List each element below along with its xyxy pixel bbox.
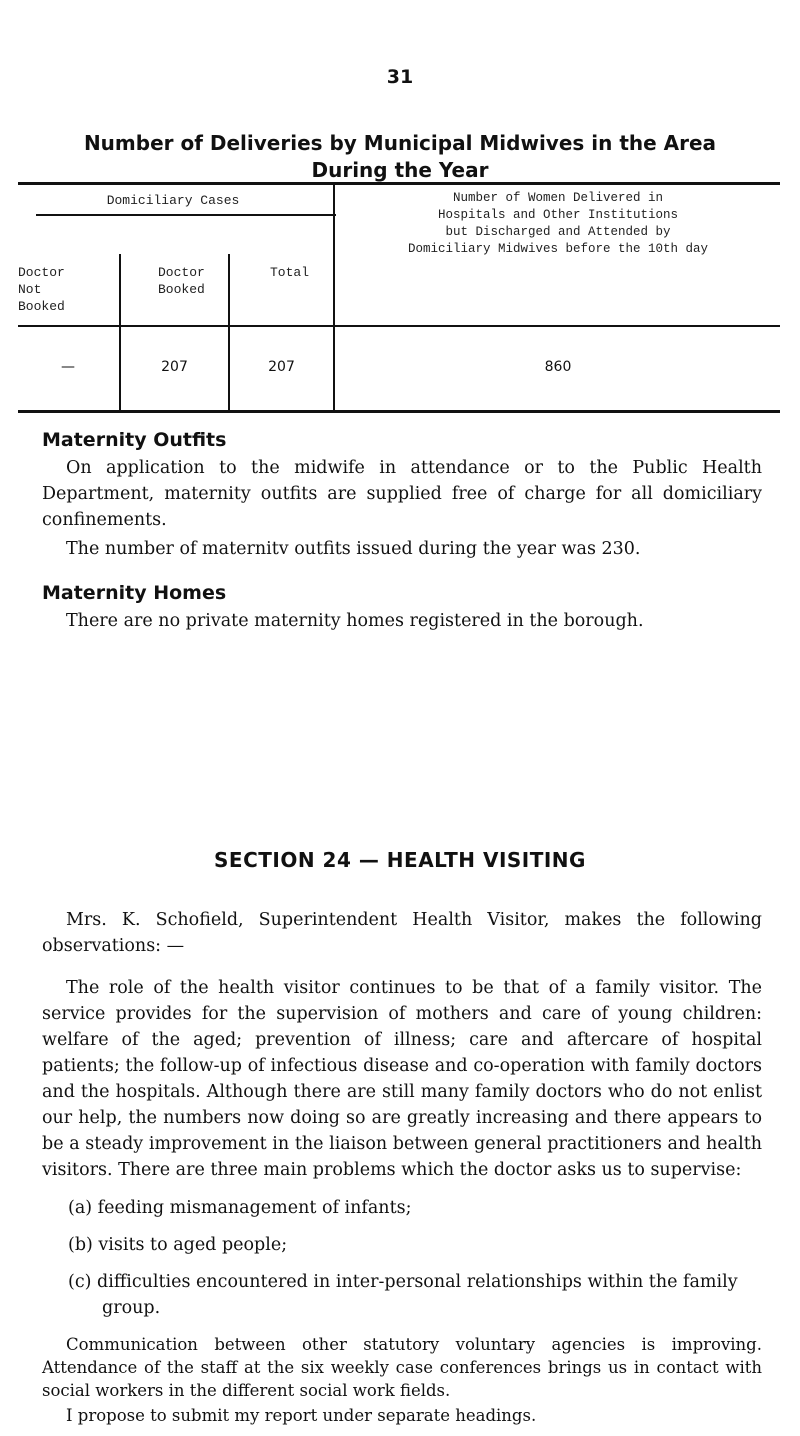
deliveries-table — [18, 182, 780, 414]
header-hospital-deliveries — [336, 190, 780, 258]
cell-not-booked: — — [61, 359, 75, 375]
list-item: (a) feeding mismanagement of infants; — [68, 1198, 412, 1218]
header-line: Number of Women Delivered in — [452, 191, 664, 205]
header-line: Hospitals and Other Institutions — [437, 208, 679, 222]
col-divider-2 — [228, 254, 230, 410]
page-title — [0, 130, 800, 184]
section-heading: SECTION 24 — HEALTH VISITING — [214, 848, 586, 872]
header-line: but Discharged and Attended by — [445, 225, 671, 239]
table-bottom-rule — [18, 410, 780, 413]
header-doctor-not-booked — [18, 264, 118, 315]
maternity-outfits-para1: On application to the midwife in attendance or to the Public Health Department, maternity outfits are supplied free of charge for all domiciliary confinements. — [42, 458, 762, 530]
section-intro: Mrs. K. Schofield, Superintendent Health Visitor, makes the following observations: — — [42, 910, 762, 956]
header-line: Not — [18, 282, 42, 297]
communication-para: Communication between other statutory voluntary agencies is improving. Attendance of the staff at the six weekly case conferences brings us in contact with social workers in the different social work fields. — [42, 1335, 762, 1400]
header-bottom-rule — [18, 325, 780, 327]
header-line: Domiciliary Midwives before the 10th day — [407, 242, 709, 256]
group-header-rule — [36, 214, 336, 216]
maternity-homes-heading: Maternity Homes — [42, 582, 227, 604]
title-line-2: During the Year — [311, 158, 489, 182]
header-total: Total — [270, 265, 310, 280]
col-divider-3 — [333, 182, 335, 410]
header-line: Booked — [158, 282, 205, 297]
maternity-outfits-para2: The number of maternitv outfits issued during the year was 230. — [66, 539, 641, 559]
header-line: Doctor — [18, 265, 65, 280]
header-line: Booked — [18, 299, 65, 314]
page-number: 31 — [386, 66, 414, 88]
title-line-1: Number of Deliveries by Municipal Midwives in the Area — [83, 131, 717, 155]
col-divider-1 — [119, 254, 121, 410]
maternity-outfits-heading: Maternity Outfits — [42, 429, 227, 451]
list-item: (c) difficulties encountered in inter-personal relationships within the family group. — [68, 1272, 738, 1318]
cell-hospital: 860 — [544, 359, 572, 375]
closing-line: I propose to submit my report under separate headings. — [66, 1406, 537, 1425]
section-body: The role of the health visitor continues to be that of a family visitor. The service provides for the supervision of mothers and care of young children: welfare of the aged; prevention of illness; care and aftercare of hospital patients; the follow-up of infectious disease and co-operation with family doctors and the hospitals. Although there are still many family doctors who do not enlist our help, the numbers now doing so are greatly increasing and there appears to be a steady improvement in the liaison between general practitioners and health visitors. There are three main problems which the doctor asks us to supervise: — [42, 978, 762, 1180]
list-item: (b) visits to aged people; — [68, 1235, 288, 1255]
header-doctor-booked — [158, 264, 228, 298]
group-header-domiciliary: Domiciliary Cases — [106, 193, 240, 208]
table-top-rule — [18, 182, 780, 185]
cell-total: 207 — [268, 359, 295, 375]
header-line: Doctor — [158, 265, 205, 280]
maternity-homes-para1: There are no private maternity homes registered in the borough. — [66, 611, 644, 631]
cell-booked: 207 — [161, 359, 188, 375]
